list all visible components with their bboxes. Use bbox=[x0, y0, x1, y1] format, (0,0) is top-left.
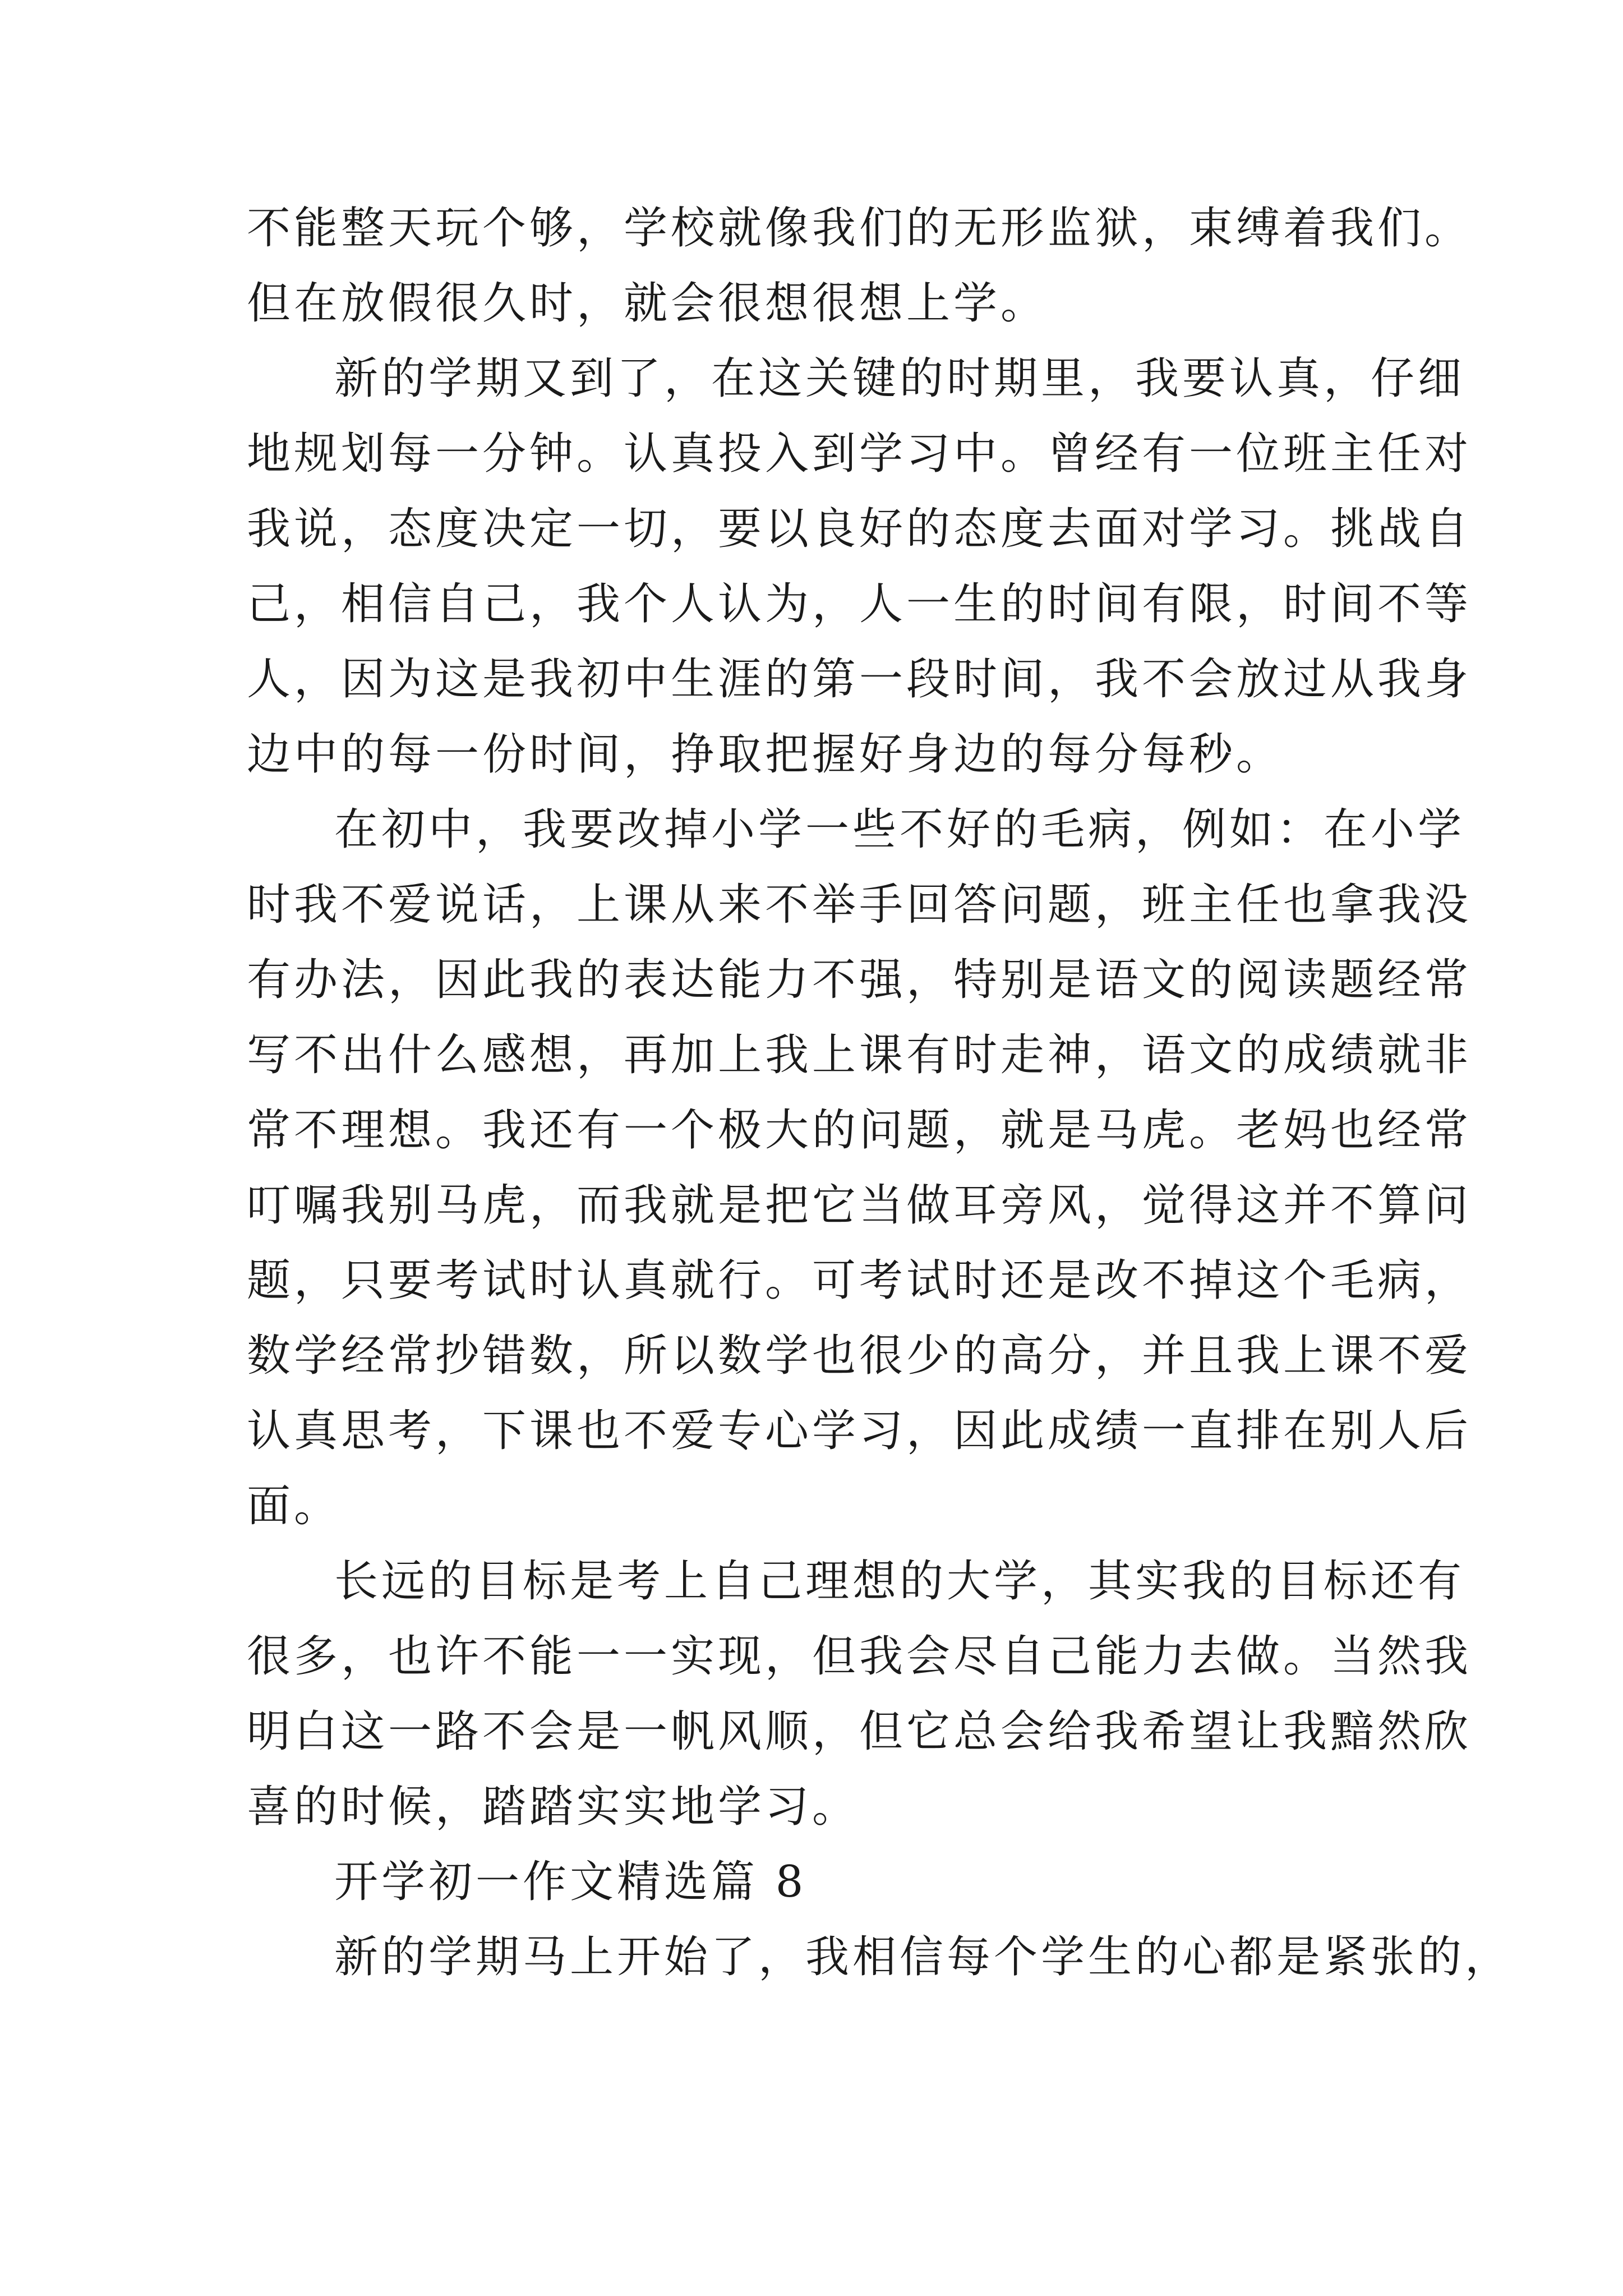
section-heading: 开学初一作文精选篇 8 bbox=[334, 1857, 807, 1907]
text-line: 己，相信自己，我个人认为，人一生的时间有限，时间不等 bbox=[247, 579, 1472, 629]
paragraph-first-line: 长远的目标是考上自己理想的大学，其实我的目标还有 bbox=[334, 1556, 1465, 1607]
text-line: 喜的时候，踏踏实实地学习。 bbox=[247, 1782, 860, 1832]
text-line: 写不出什么感想，再加上我上课有时走神，语文的成绩就非 bbox=[247, 1030, 1472, 1080]
text-line: 地规划每一分钟。认真投入到学习中。曾经有一位班主任对 bbox=[247, 429, 1472, 479]
text-line: 人，因为这是我初中生涯的第一段时间，我不会放过从我身 bbox=[247, 654, 1472, 705]
text-line: 我说，态度决定一切，要以良好的态度去面对学习。挑战自 bbox=[247, 504, 1472, 554]
text-line: 不能整天玩个够，学校就像我们的无形监狱，束缚着我们。 bbox=[247, 203, 1472, 254]
text-line: 但在放假很久时，就会很想很想上学。 bbox=[247, 278, 1048, 329]
text-line: 题，只要考试时认真就行。可考试时还是改不掉这个毛病， bbox=[247, 1255, 1472, 1306]
text-line: 时我不爱说话，上课从来不举手回答问题，班主任也拿我没 bbox=[247, 880, 1472, 930]
paragraph-first-line: 在初中，我要改掉小学一些不好的毛病，例如：在小学 bbox=[334, 804, 1465, 855]
text-line: 数学经常抄错数，所以数学也很少的高分，并且我上课不爱 bbox=[247, 1331, 1472, 1381]
text-line: 明白这一路不会是一帆风顺，但它总会给我希望让我黯然欣 bbox=[247, 1706, 1472, 1757]
text-line: 边中的每一份时间，挣取把握好身边的每分每秒。 bbox=[247, 729, 1284, 780]
paragraph-first-line: 新的学期马上开始了，我相信每个学生的心都是紧张的， bbox=[334, 1932, 1513, 1982]
text-line: 很多，也许不能一一实现，但我会尽自己能力去做。当然我 bbox=[247, 1631, 1472, 1682]
paragraph-first-line: 新的学期又到了，在这关键的时期里，我要认真，仔细 bbox=[334, 353, 1465, 404]
text-line: 认真思考，下课也不爱专心学习，因此成绩一直排在别人后 bbox=[247, 1406, 1472, 1456]
text-line: 叮嘱我别马虎，而我就是把它当做耳旁风，觉得这并不算问 bbox=[247, 1180, 1472, 1231]
text-line: 面。 bbox=[247, 1481, 342, 1531]
text-line: 常不理想。我还有一个极大的问题，就是马虎。老妈也经常 bbox=[247, 1105, 1472, 1156]
essay-text bbox=[247, 191, 1513, 1995]
text-line: 有办法，因此我的表达能力不强，特别是语文的阅读题经常 bbox=[247, 955, 1472, 1005]
